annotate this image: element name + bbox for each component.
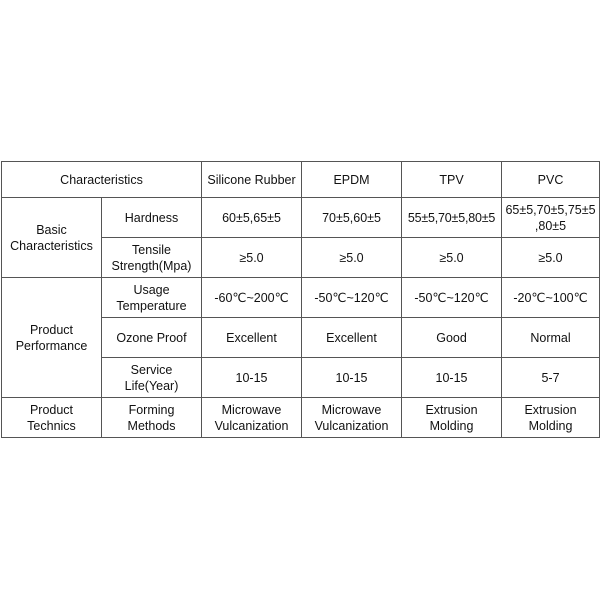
cell-tensile-silicone: ≥5.0: [202, 238, 302, 278]
cell-ozone-silicone: Excellent: [202, 318, 302, 358]
cell-forming-epdm: Microwave Vulcanization: [302, 398, 402, 438]
row-label-service-life: Service Life(Year): [102, 358, 202, 398]
header-pvc: PVC: [502, 162, 600, 198]
cell-temperature-epdm: -50℃~120℃: [302, 278, 402, 318]
cell-temperature-tpv: -50℃~120℃: [402, 278, 502, 318]
cell-temperature-silicone: -60℃~200℃: [202, 278, 302, 318]
cell-tensile-epdm: ≥5.0: [302, 238, 402, 278]
header-row: [2, 162, 600, 198]
table-row: [2, 198, 600, 238]
cell-service-life-pvc: 5-7: [502, 358, 600, 398]
cell-service-life-silicone: 10-15: [202, 358, 302, 398]
cell-temperature-pvc: -20℃~100℃: [502, 278, 600, 318]
header-epdm: EPDM: [302, 162, 402, 198]
cell-service-life-tpv: 10-15: [402, 358, 502, 398]
header-characteristics: Characteristics: [2, 162, 202, 198]
row-label-tensile-strength: Tensile Strength(Mpa): [102, 238, 202, 278]
cell-tensile-pvc: ≥5.0: [502, 238, 600, 278]
characteristics-table: [1, 161, 600, 438]
row-label-hardness: Hardness: [102, 198, 202, 238]
header-silicone-rubber: Silicone Rubber: [202, 162, 302, 198]
cell-hardness-pvc: 65±5,70±5,75±5 ,80±5: [502, 198, 600, 238]
row-label-ozone-proof: Ozone Proof: [102, 318, 202, 358]
group-product-performance: Product Performance: [2, 278, 102, 398]
table-row: [2, 278, 600, 318]
cell-forming-pvc: Extrusion Molding: [502, 398, 600, 438]
table-row: [2, 398, 600, 438]
group-product-technics: Product Technics: [2, 398, 102, 438]
header-tpv: TPV: [402, 162, 502, 198]
cell-hardness-epdm: 70±5,60±5: [302, 198, 402, 238]
cell-ozone-pvc: Normal: [502, 318, 600, 358]
cell-ozone-epdm: Excellent: [302, 318, 402, 358]
row-label-usage-temperature: Usage Temperature: [102, 278, 202, 318]
cell-service-life-epdm: 10-15: [302, 358, 402, 398]
cell-forming-silicone: Microwave Vulcanization: [202, 398, 302, 438]
cell-hardness-silicone: 60±5,65±5: [202, 198, 302, 238]
cell-tensile-tpv: ≥5.0: [402, 238, 502, 278]
cell-forming-tpv: Extrusion Molding: [402, 398, 502, 438]
group-basic-characteristics: Basic Characteristics: [2, 198, 102, 278]
row-label-forming-methods: Forming Methods: [102, 398, 202, 438]
cell-ozone-tpv: Good: [402, 318, 502, 358]
cell-hardness-tpv: 55±5,70±5,80±5: [402, 198, 502, 238]
